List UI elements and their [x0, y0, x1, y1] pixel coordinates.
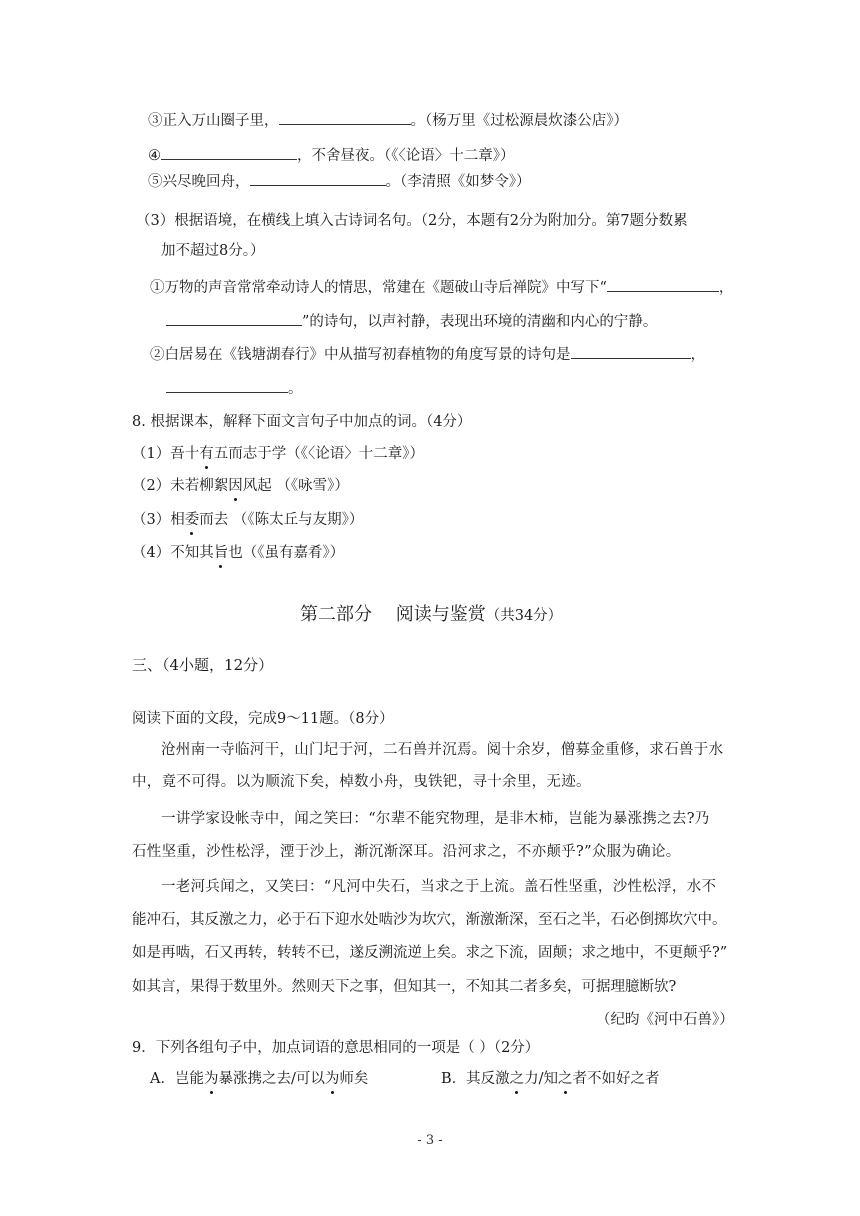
passage-p1-line-1: 沧州南一寺临河干，山门圮于河，二石兽并沉焉。阅十余岁，僧募金重修，求石兽于水 — [161, 742, 724, 758]
question-3-item-2-cont — [166, 378, 303, 399]
recite-item-5 — [148, 171, 531, 192]
question-8-item-2 — [132, 476, 349, 496]
question-3-item-1-tail: ”的诗句，以声衬静，表现出环境的清幽和内心的宁静。 — [302, 314, 658, 330]
section-3-heading: 三、（4小题，12分） — [132, 656, 274, 674]
dotted-word: 委 — [184, 512, 200, 528]
part-2-heading — [300, 603, 562, 628]
comma: ， — [690, 347, 705, 363]
option-text: 师矣 — [339, 1071, 369, 1087]
option-text: 暴涨携之去/可以 — [218, 1071, 325, 1087]
dotted-word: 因 — [228, 478, 243, 494]
item-text: （1）吾十 — [132, 446, 200, 462]
recite-item-3-text: ③正入万山圈子里， — [148, 113, 279, 129]
option-text: 力/知 — [524, 1071, 559, 1087]
answer-blank[interactable] — [607, 277, 719, 292]
dotted-word: 旨 — [213, 545, 229, 561]
question-3-item-2-text: ②白居易在《钱塘湖春行》中从描写初春植物的角度写景的诗句是 — [150, 347, 571, 363]
recite-item-5-text: ⑤兴尽晚回舟， — [148, 174, 250, 190]
question-8-item-4 — [132, 543, 344, 563]
reading-intro: 阅读下面的文段，完成9～11题。（8分） — [132, 711, 394, 727]
item-text: 风起 （《咏雪》） — [242, 478, 349, 494]
question-8-item-1 — [132, 444, 424, 464]
item-text: 五而志于学（《〈论语〉十二章》） — [213, 446, 424, 462]
recite-item-4 — [148, 145, 515, 166]
question-3-item-1-text: ①万物的声音常常牵动诗人的情思，常建在《题破山寺后禅院》中写下“ — [150, 280, 607, 296]
question-3-item-1-cont — [166, 311, 657, 332]
page-number: - 3 - — [417, 1133, 443, 1148]
item-text: （2）未若柳絮 — [132, 478, 229, 494]
comma: ， — [718, 280, 734, 296]
recite-item-5-source: 。（李清照《如梦令》） — [385, 174, 531, 190]
passage-p3-line-1: 一老河兵闻之，又笑曰：“凡河中失石，当求之于上流。盖石性坚重，沙性松浮，水不 — [161, 879, 717, 895]
passage-p2-line-2: 石性坚重，沙性松浮，湮于沙上，渐沉渐深耳。沿河求之，不亦颠乎?”众服为确论。 — [132, 844, 681, 860]
dotted-word: 为 — [324, 1071, 340, 1087]
recite-item-3 — [148, 110, 628, 131]
part-2-title: 第二部分 阅读与鉴赏 — [300, 604, 486, 625]
item-text: 而去 （《陈太丘与友期》） — [199, 512, 364, 528]
option-text: A．岂能 — [150, 1071, 204, 1087]
dotted-word: 之 — [509, 1071, 525, 1087]
answer-blank[interactable] — [279, 110, 411, 125]
answer-blank[interactable] — [166, 378, 288, 393]
question-8-item-3 — [132, 510, 363, 530]
passage-p3-line-3: 如是再啮，石又再转，转转不已，遂反溯流逆上矣。求之下流，固颠；求之地中，不更颠乎?” — [132, 945, 728, 961]
recite-item-4-source: ，不舍昼夜。（《〈论语〉十二章》） — [297, 148, 515, 164]
part-2-score: （共34分） — [485, 608, 563, 624]
item-text: （3）相 — [132, 512, 185, 528]
answer-blank[interactable] — [571, 344, 691, 359]
question-3-item-2 — [150, 344, 705, 365]
item-text: （4）不知其 — [132, 545, 214, 561]
question-9-option-b[interactable] — [441, 1069, 660, 1089]
dotted-word: 之 — [558, 1071, 573, 1087]
dotted-word: 为 — [203, 1071, 219, 1087]
passage-source: （纪昀《河中石兽》） — [596, 1012, 734, 1028]
question-3-intro: （3）根据语境，在横线上填入古诗词名句。（2分，本题有2分为附加分。第7题分数累 — [136, 213, 688, 229]
passage-p2-line-1: 一讲学家设帐寺中，闻之笑曰：“尔辈不能究物理，是非木柿，岂能为暴涨携之去?乃 — [161, 811, 710, 827]
passage-p1-line-2: 中，竟不可得。以为顺流下矣，棹数小舟，曳铁钯，寻十余里，无迹。 — [132, 774, 591, 790]
passage-p3-line-4: 如其言，果得于数里外。然则天下之事，但知其一，不知其二者多矣，可据理臆断欤? — [132, 979, 677, 995]
answer-blank[interactable] — [166, 311, 302, 326]
question-9: 9．下列各组句子中，加点词语的意思相同的一项是（ ）（2分） — [132, 1040, 540, 1056]
item-text: 也（《虽有嘉肴》） — [228, 545, 345, 561]
answer-blank[interactable] — [161, 145, 297, 160]
dotted-word: 有 — [199, 446, 214, 462]
recite-item-3-source: 。（杨万里《过松源晨炊漆公店》） — [410, 113, 628, 129]
answer-blank[interactable] — [250, 171, 386, 186]
question-8: 8. 根据课本，解释下面文言句子中加点的词。（4分） — [132, 414, 472, 430]
question-3-item-1 — [150, 277, 733, 298]
period: 。 — [288, 381, 303, 397]
option-text: 者不如好之者 — [572, 1071, 660, 1087]
option-text: B．其反激 — [441, 1071, 510, 1087]
passage-p3-line-2: 能冲石，其反激之力，必于石下迎水处啮沙为坎穴，渐激渐深，至石之半，石必倒掷坎穴中。 — [132, 912, 727, 928]
recite-item-4-text: ④ — [148, 148, 161, 164]
question-3-intro-cont: 加不超过8分。） — [161, 243, 265, 259]
question-9-option-a[interactable] — [150, 1069, 368, 1089]
